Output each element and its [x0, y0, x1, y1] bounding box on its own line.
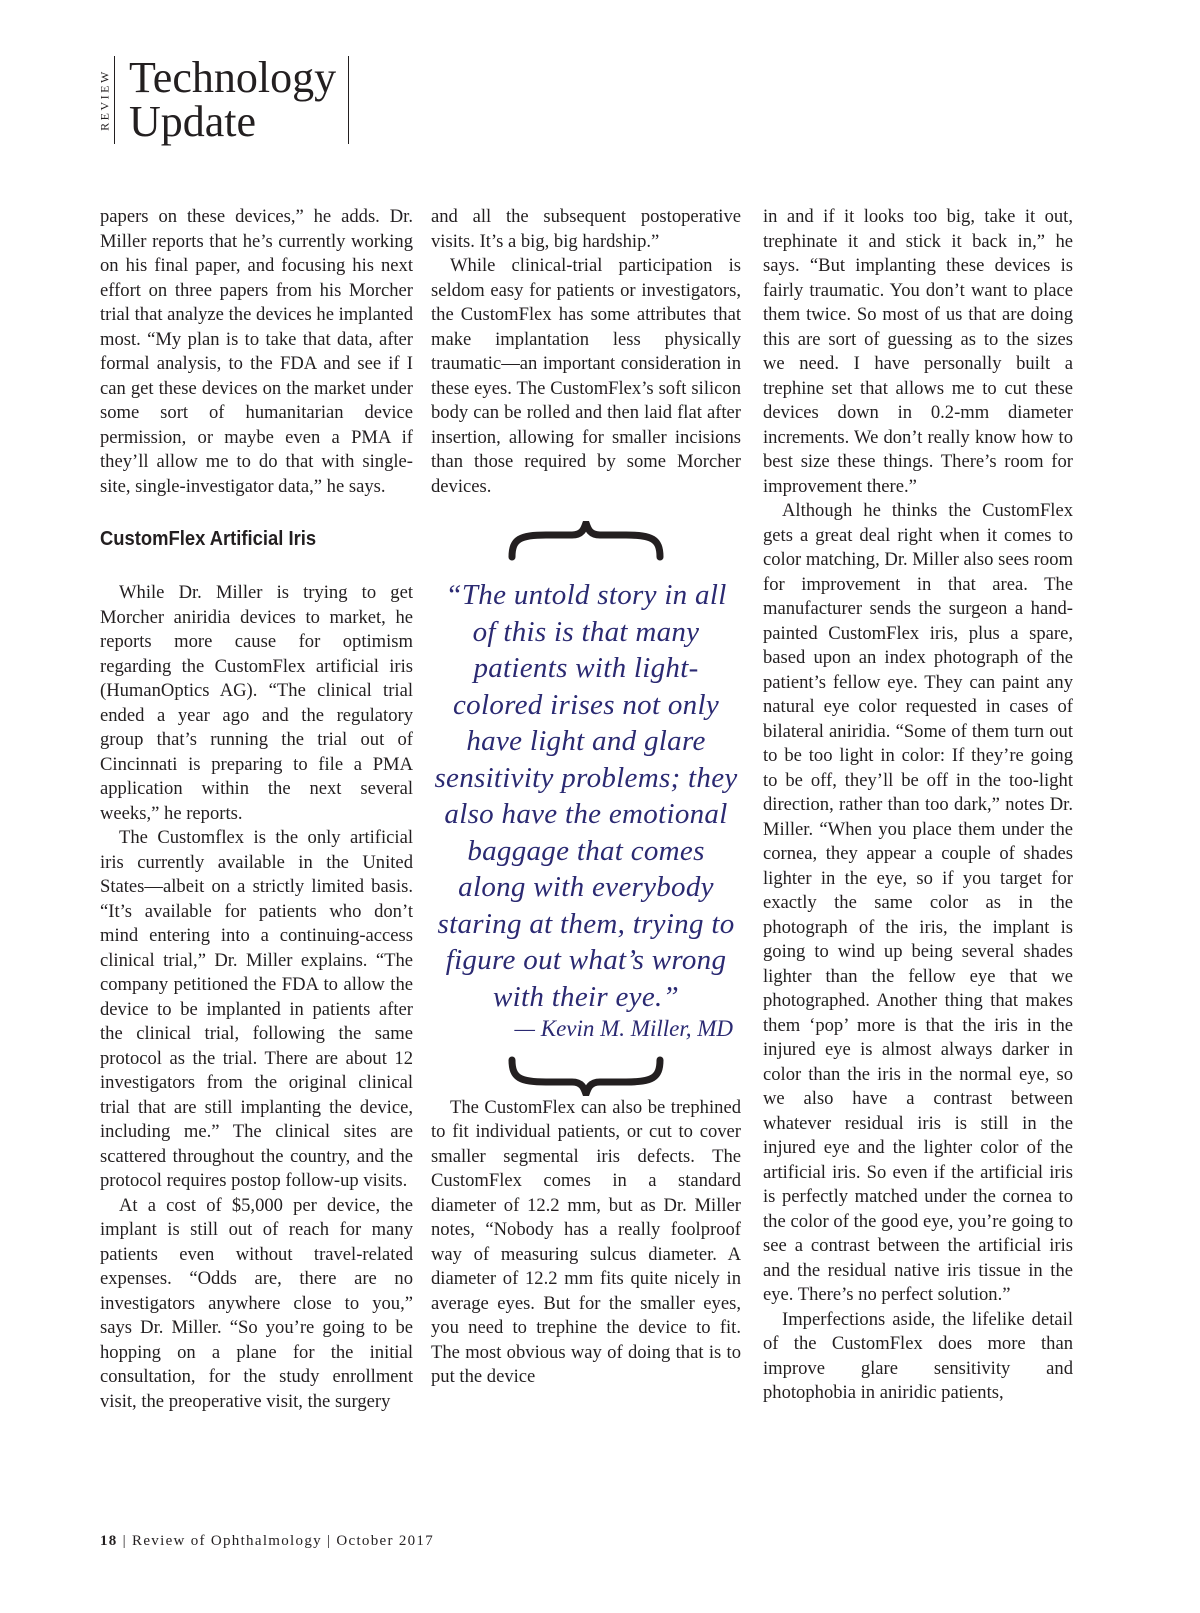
- pull-quote-attribution: — Kevin M. Miller, MD: [514, 1016, 733, 1041]
- page-number: 18: [100, 1533, 118, 1549]
- paragraph: At a cost of $5,000 per device, the implant is still out of reach for many patients even without travel-related expenses. “Odds are, there are no investigators anywhere close to you,” says Dr. Miller. “So you’re going to be hopping on a plane for the initial consultation, for the study enrollment visit, the preoperative visit, the surgery: [100, 1194, 413, 1412]
- publication-name: Review of Ophthalmology: [132, 1533, 322, 1549]
- page-footer: [100, 1533, 434, 1550]
- paragraph: Although he thinks the CustomFlex gets a great deal right when it comes to color matching, Dr. Miller also sees room for improvement in that area. The manufacturer sends the surgeon a hand-painted CustomFlex iris, plus a spare, based upon an index photograph of the patient’s fellow eye. They can paint any natural eye color requested in cases of bilateral aniridia. “Some of them turn out to be too light in color: If they’re going to be off, they’ll be off in the too-light direction, rather than too dark,” notes Dr. Miller. “When you place them under the cornea, they appear a couple of shades lighter in the eye, so if you target for exactly the same color as in the photograph of the iris, the implant is going to wind up being several shades lighter than the fellow eye that we photographed. Another thing that makes them ‘pop’ more is that the iris in the injured eye is almost always darker in color than the iris in the normal eye, so we also have a contrast between whatever residual iris is still in the injured eye and the lighter color of the artificial iris. So even if the artificial iris is perfectly matched under the cornea to the color of the good eye, you’re going to see a contrast between the artificial iris and the residual native iris tissue in the eye. There’s no perfect solution.”: [763, 500, 1073, 1305]
- section-title: [129, 53, 349, 146]
- section-label: [96, 56, 115, 144]
- paragraph: and all the subsequent postoperative visits. It’s a big, big hardship.”: [431, 206, 741, 252]
- issue-date: October 2017: [336, 1533, 435, 1549]
- subhead: CustomFlex Artificial Iris: [100, 528, 317, 550]
- paragraph: The CustomFlex can also be trephined to fit individual patients, or cut to cover smaller segmental iris defects. The CustomFlex comes in a standard diameter of 12.2 mm, but as Dr. Miller notes, “Nobody has a really foolproof way of measuring sulcus diameter. A diameter of 12.2 mm fits quite nicely in average eyes. But for the smaller eyes, you need to trephine the device to fit. The most obvious way of doing that is to put the device: [431, 1096, 741, 1387]
- brace-top-icon: [506, 521, 666, 561]
- column-3: [763, 205, 1073, 1406]
- footer-separator: |: [122, 1533, 127, 1549]
- pull-quote-text: “The untold story in all of this is that many patients with light-colored irises not only have light and glare sensitivity problems; they also have the emotional baggage that comes along with everybody staring at them, trying to figure out what’s wrong with their eye.”: [434, 579, 738, 1013]
- paragraph: papers on these devices,” he adds. Dr. Miller reports that he’s currently working on his final paper, and focusing his next effort on three papers from his Morcher trial that analyze the devices he implanted most. “My plan is to take that data, after formal analysis, to the FDA and see if I can get these devices on the market under some sort of humanitarian device permission, or maybe even a PMA if they’ll allow me to do that with single-site, single-investigator data,” he says.: [100, 206, 413, 497]
- footer-separator: |: [327, 1533, 332, 1549]
- column-2: [431, 205, 741, 1390]
- paragraph: in and if it looks too big, take it out, trephinate it and stick it back in,” he says. “But implanting these devices is fairly traumatic. You don’t want to place them twice. So most of us that are doing this are sort of guessing as to the sizes we need. I have personally built a trephine set that allows me to cut these devices down in 0.2-mm diameter increments. We don’t really know how to best size these things. There’s room for improvement there.”: [763, 206, 1073, 497]
- pull-quote: [431, 521, 741, 1096]
- brace-bottom-icon: [506, 1056, 666, 1096]
- paragraph: Imperfections aside, the lifelike detail of the CustomFlex does more than improve glare sensitivity and photophobia in aniridic patients,: [763, 1308, 1073, 1403]
- paragraph: While Dr. Miller is trying to get Morcher aniridia devices to market, he reports more cause for optimism regarding the CustomFlex artificial iris (HumanOptics AG). “The clinical trial ended a year ago and the regulatory group that’s running the trial out of Cincinnati is preparing to file a PMA application within the next several weeks,” he reports.: [100, 582, 413, 824]
- section-header: [96, 53, 349, 146]
- paragraph: While clinical-trial participation is seldom easy for patients or investigators, the CustomFlex has some attributes that make implantation less physically traumatic—an important consideration in these eyes. The CustomFlex’s soft silicon body can be rolled and then laid flat after insertion, allowing for smaller incisions than those required by some Morcher devices.: [431, 255, 741, 497]
- section-label-text: REVIEW: [97, 69, 112, 131]
- section-title-line1: Technology: [129, 53, 337, 102]
- column-1: [100, 205, 413, 1414]
- paragraph: The Customflex is the only artificial iris currently available in the United States—albeit on a strictly limited basis. “It’s available for patients who don’t mind entering into a continuing-access clinical trial,” Dr. Miller explains. “The company petitioned the FDA to allow the device to be implanted in patients after the clinical trial, following the same protocol as the trial. There are about 12 investigators from the original clinical trial that are still implanting the device, including me.” The clinical sites are scattered throughout the country, and the protocol requires postop follow-up visits.: [100, 827, 413, 1191]
- section-title-line2: Update: [129, 97, 257, 146]
